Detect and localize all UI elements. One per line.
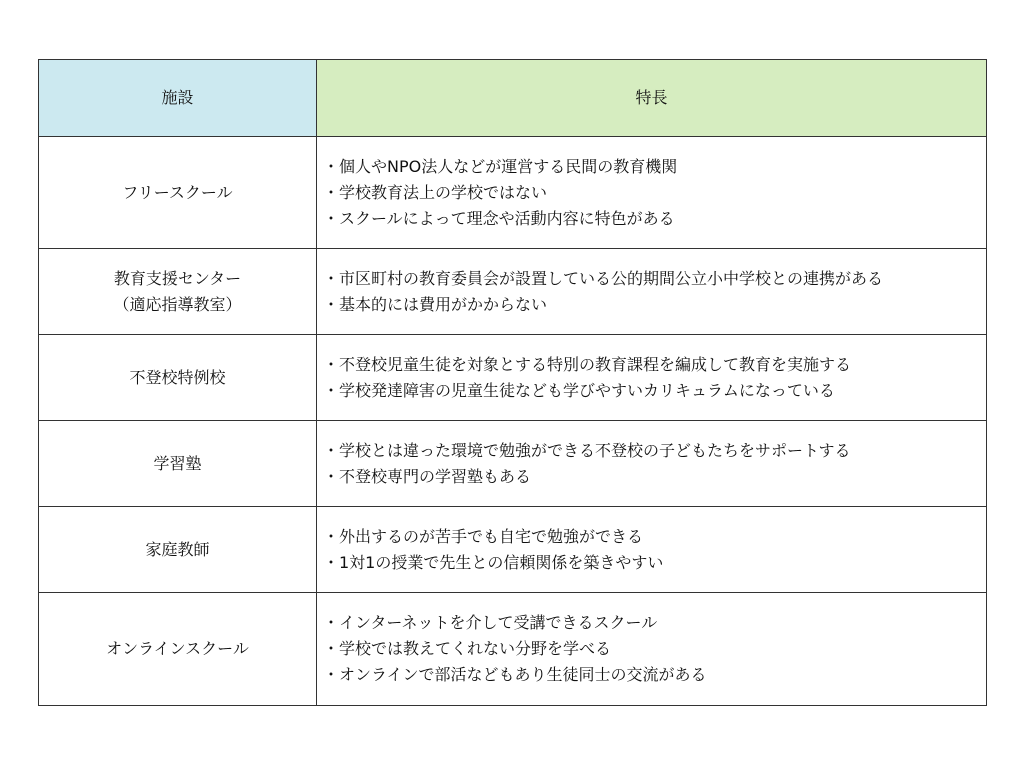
- table-row: [39, 507, 987, 593]
- facility-name-cell: [39, 507, 317, 593]
- feature-item: ・学校とは違った環境で勉強ができる不登校の子どもたちをサポートする: [323, 440, 851, 460]
- header-facility: 施設: [39, 60, 317, 137]
- feature-item: ・スクールによって理念や活動内容に特色がある: [323, 208, 675, 228]
- facility-name: 教育支援センター: [113, 268, 242, 288]
- feature-item: ・インターネットを介して受講できるスクール: [323, 613, 658, 632]
- facility-name-cell: [39, 249, 317, 335]
- header-features: 特長: [317, 60, 987, 137]
- facility-name-cell: [39, 335, 317, 421]
- features-cell: [317, 421, 987, 507]
- facility-name: 学習塾: [153, 453, 202, 473]
- feature-item: ・オンラインで部活などもあり生徒同士の交流がある: [323, 665, 707, 684]
- table-row: [39, 137, 987, 249]
- feature-item: ・学校発達障害の児童生徒なども学びやすいカリキュラムになっている: [323, 380, 835, 400]
- facility-name: オンラインスクール: [106, 639, 249, 658]
- facility-name-cell: [39, 593, 317, 706]
- feature-item: ・不登校専門の学習塾もある: [323, 466, 532, 486]
- feature-item: ・1対1の授業で先生との信頼関係を築きやすい: [323, 552, 664, 572]
- facility-name-cell: [39, 137, 317, 249]
- features-cell: [317, 137, 987, 249]
- table-row: [39, 593, 987, 706]
- feature-item: ・基本的には費用がかからない: [323, 294, 548, 314]
- table-header-row: [39, 60, 987, 137]
- table-row: [39, 421, 987, 507]
- feature-item: ・学校では教えてくれない分野を学べる: [323, 639, 612, 658]
- facility-name-cell: [39, 421, 317, 507]
- feature-item: ・市区町村の教育委員会が設置している公的期間公立小中学校との連携がある: [323, 268, 884, 288]
- features-cell: [317, 249, 987, 335]
- facility-name: 家庭教師: [145, 539, 210, 559]
- facility-comparison-table: [38, 59, 987, 706]
- facility-name-sub: （適応指導教室）: [113, 294, 242, 314]
- table-row: [39, 249, 987, 335]
- feature-item: ・個人やNPO法人などが運営する民間の教育機関: [323, 156, 678, 176]
- facility-name: 不登校特例校: [129, 367, 226, 387]
- features-cell: [317, 335, 987, 421]
- features-cell: [317, 507, 987, 593]
- features-cell: [317, 593, 987, 706]
- feature-item: ・外出するのが苦手でも自宅で勉強ができる: [323, 526, 644, 546]
- feature-item: ・不登校児童生徒を対象とする特別の教育課程を編成して教育を実施する: [323, 354, 852, 374]
- table-row: [39, 335, 987, 421]
- feature-item: ・学校教育法上の学校ではない: [323, 182, 548, 202]
- facility-name: フリースクール: [122, 182, 233, 202]
